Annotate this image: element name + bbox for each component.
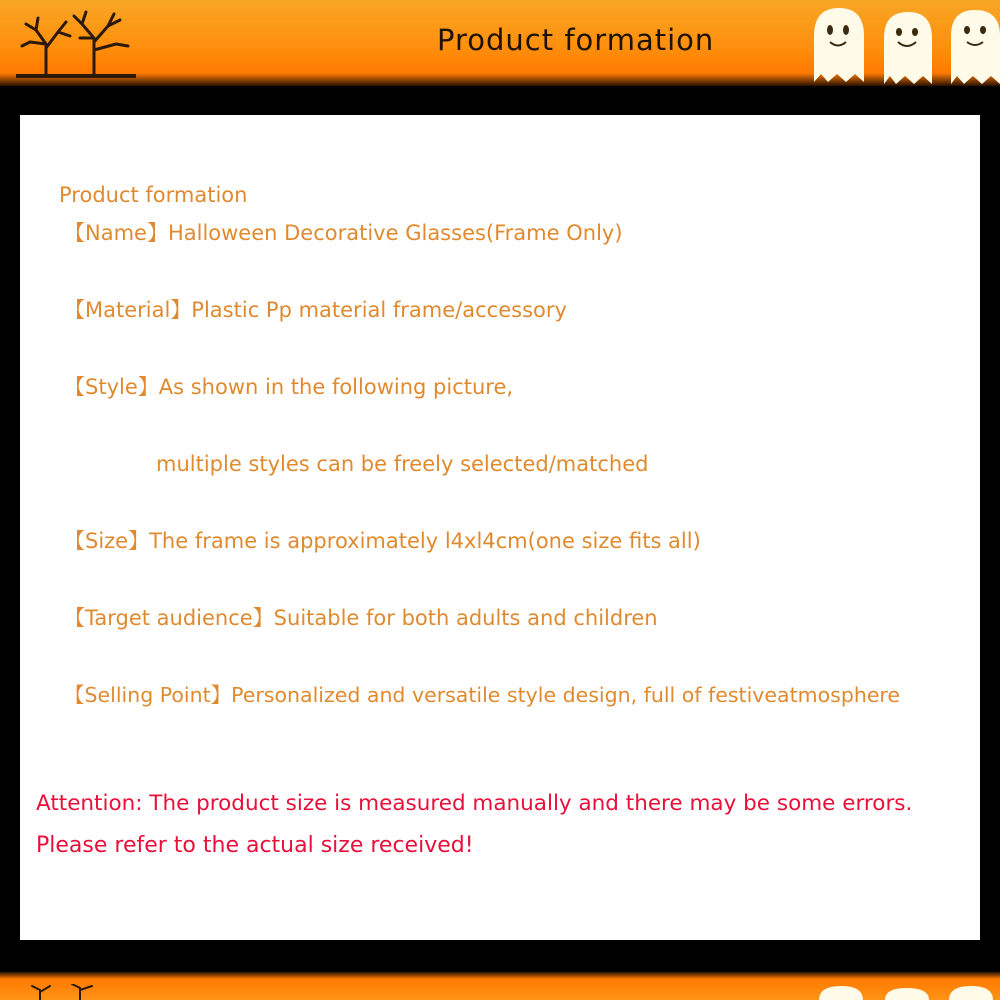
info-size: 【Size】The frame is approximately l4xl4cm(one size fits all) (64, 529, 701, 553)
info-material: 【Material】Plastic Pp material frame/accessory (64, 298, 567, 322)
info-audience: 【Target audience】Suitable for both adults and children (64, 606, 658, 630)
attention-line1: Attention: The product size is measured manually and there may be some errors. (36, 791, 913, 816)
header-banner (0, 0, 1000, 86)
info-panel (20, 115, 980, 940)
info-heading: Product formation (59, 183, 248, 207)
info-selling-point: 【Selling Point】Personalized and versatile style design, full of festiveatmosphere (64, 683, 901, 707)
info-style-line1: 【Style】As shown in the following picture, (64, 375, 514, 399)
footer-banner (0, 972, 1000, 1000)
info-style-line2: multiple styles can be freely selected/matched (156, 452, 649, 476)
bare-tree-icon (16, 8, 136, 78)
bare-tree-icon (20, 984, 120, 1000)
info-name: 【Name】Halloween Decorative Glasses(Frame Only) (64, 221, 623, 245)
ghost-icon (878, 6, 938, 86)
banner-title: Product formation (437, 23, 715, 57)
ghost-icon (815, 984, 995, 1000)
ghost-icon (945, 4, 1000, 86)
ghost-icon (808, 2, 870, 86)
attention-line2: Please refer to the actual size received! (36, 833, 474, 858)
